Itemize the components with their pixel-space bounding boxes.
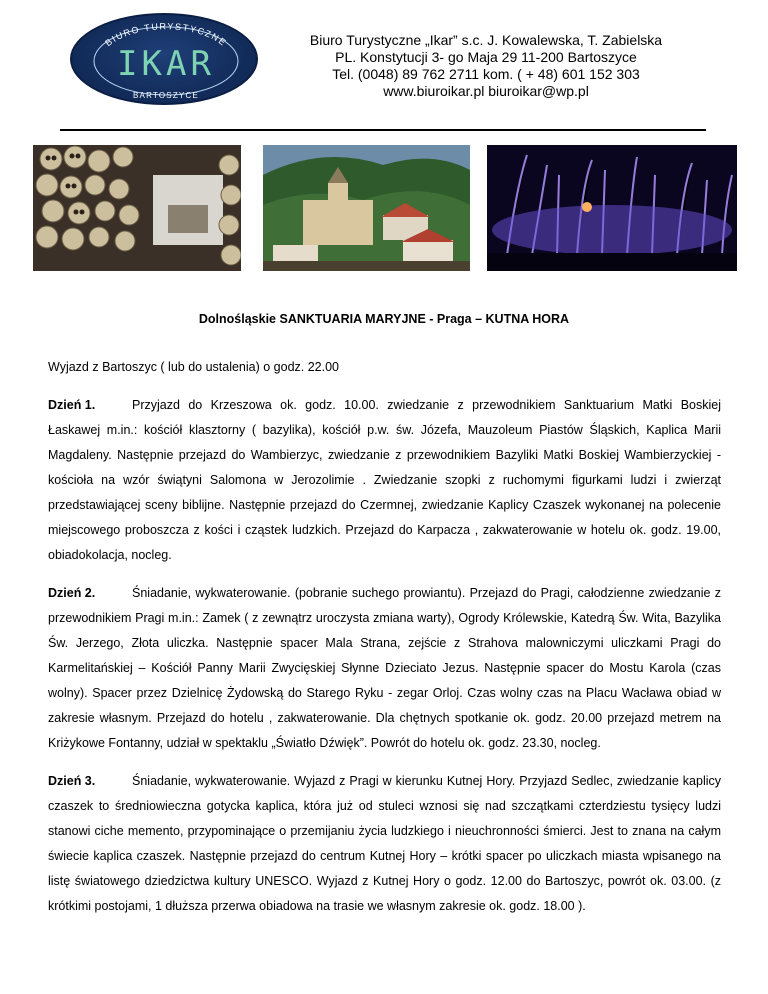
header-company: Biuro Turystyczne „Ikar” s.c. J. Kowalewska, T. Zabielska	[309, 32, 663, 48]
logo-artwork	[72, 15, 260, 107]
header-divider	[60, 129, 706, 131]
skull-chapel-photo	[33, 145, 241, 271]
day-2-label: Dzień 2.	[48, 586, 96, 600]
departure-info: Wyjazd z Bartoszyc ( lub do ustalenia) o godz. 22.00	[48, 360, 340, 374]
day-3-paragraph	[48, 769, 721, 919]
day-2-paragraph	[48, 581, 721, 756]
logo-top-text: BIURO TURYSTYCZNE	[103, 21, 229, 49]
itinerary-content	[48, 355, 721, 919]
day-2-text: Śniadanie, wykwaterowanie. (pobranie suchego prowiantu). Przejazd do Pragi, całodzienne zwiedzanie z przewodnikiem Pragi m.in.: Zamek ( z zewnątrz uroczysta zmiana warty), Ogrody Królewskie, Katedrą Św. Wita, Bazylika Św. Jerzego, Złota uliczka. Następnie spacer Mala Strana, zejście z Strahova malowniczymi uliczkami Pragi do Karmelitańskiej – Kościół Panny Marii Zwycięskiej Słynne Dzieciato Jezus. Następnie spacer do Mostu Karola (czas wolny). Spacer przez Dzielnicę Żydowską do Starego Ryku - zegar Orloj. Czas wolny czas na Placu Wacława obiad w zakresie własnym. Przejazd do hotelu , zakwaterowanie. Dla chętnych spotkanie ok. godz. 20.00 przejazd metrem na Kriżykowe Fontanny, udział w spektaklu „Światło Dźwięk”. Powrót do hotelu ok. godz. 23.30, nocleg.	[48, 586, 721, 750]
logo-bottom-text: BARTOSZYCE	[133, 91, 199, 100]
header-contact	[276, 32, 696, 100]
document-title: Dolnośląskie SANKTUARIA MARYJNE - Praga – KUTNA HORA	[198, 312, 570, 326]
header-web-email: www.biuroikar.pl biuroikar@wp.pl	[383, 83, 589, 99]
wambierzyce-basilica-photo	[263, 145, 470, 271]
header-address: PL. Konstytucji 3- go Maja 29 11-200 Bartoszyce	[335, 49, 637, 65]
day-3-label: Dzień 3.	[48, 774, 96, 788]
krizik-fountain-photo	[487, 145, 737, 271]
day-1-text: Przyjazd do Krzeszowa ok. godz. 10.00. zwiedzanie z przewodnikiem Sanktuarium Matki Boskiej Łaskawej m.in.: kościół klasztorny ( bazylika), kościół p.w. św. Józefa, Mauzoleum Piastów Śląskich, Kaplica Marii Magdaleny. Następnie przejazd do Wambierzyc, zwiedzanie z przewodnikiem Bazyliki Matki Boskiej Wambierzyckiej - kościoła na wzór świątyni Salomona w Jerozolimie . Zwiedzanie szopki z ruchomymi figurkami ludzi i zwierząt przedstawiającej sceny biblijne. Następnie przejazd do Czermnej, zwiedzanie Kaplicy Czaszek wykonanej na polecenie miejscowego proboszcza z kości i cząstek ludzkich. Przejazd do Karpacza , zakwaterowanie w hotelu ok. godz. 19.00, obiadokolacja, nocleg.	[48, 398, 721, 562]
day-3-text: Śniadanie, wykwaterowanie. Wyjazd z Pragi w kierunku Kutnej Hory. Przyjazd Sedlec, zwiedzanie kaplicy czaszek to średniowieczna gotycka kaplica, która już od stuleci wznosi się nad szczątkami czterdziestu tysięcy ludzi stanowi ciche memento, przypominające o przemijaniu życia ludzkiego i nieuchronności śmierci. Jest to znana na całym świecie kaplica czaszek. Następnie przejazd do centrum Kutnej Hory – krótki spacer po uliczkach miasta wpisanego na listę światowego dziedzictwa kultury UNESCO. Wyjazd z Kutnej Hory o godz. 12.00 do Bartoszyc, powrót ok. 03.00. (z krótkimi postojami, 1 dłuższa przerwa obiadowa na trasie we własnym zakresie ok. godz. 18.00 ).	[48, 774, 721, 913]
ikar-logo	[70, 13, 258, 105]
logo-name: IKAR	[117, 44, 215, 84]
header-phone: Tel. (0048) 89 762 2711 kom. ( + 48) 601 152 303	[332, 66, 640, 82]
day-1-label: Dzień 1.	[48, 398, 96, 412]
day-1-paragraph	[48, 393, 721, 568]
